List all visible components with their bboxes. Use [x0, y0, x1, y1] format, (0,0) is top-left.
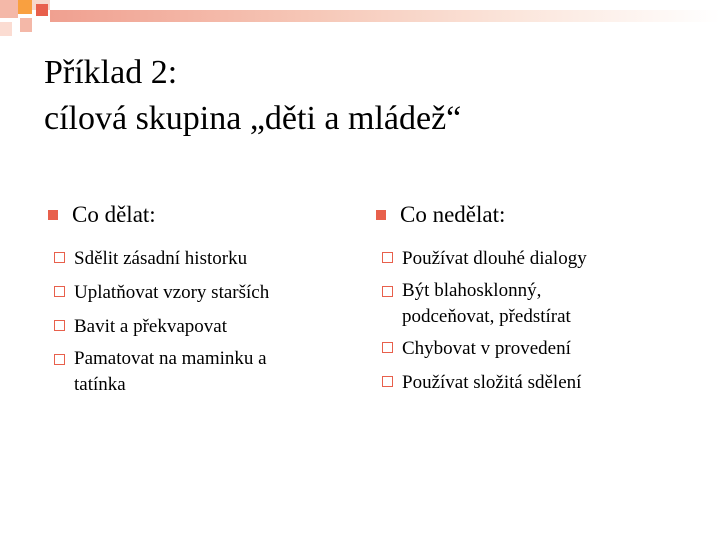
decor-square [0, 22, 12, 36]
list-item: Používat složitá sdělení [372, 366, 702, 400]
decor-square [20, 18, 32, 32]
title-line-1: Příklad 2: [44, 54, 178, 91]
list-item: Bavit a překvapovat [44, 310, 364, 344]
left-heading [44, 200, 364, 230]
checkbox-bullet-icon [382, 252, 393, 263]
checkbox-bullet-icon [54, 286, 65, 297]
left-list [44, 242, 364, 400]
right-heading-text: Co nedělat: [400, 202, 506, 227]
left-heading-text: Co dělat: [72, 202, 156, 227]
decor-square [18, 0, 32, 14]
checkbox-bullet-icon [382, 376, 393, 387]
square-bullet-icon [376, 210, 386, 220]
slide-title [44, 50, 684, 142]
list-item: Chybovat v provedení [372, 332, 702, 366]
list-item: Používat dlouhé dialogy [372, 242, 702, 276]
left-column [44, 200, 364, 400]
checkbox-bullet-icon [54, 320, 65, 331]
list-item: Být blahosklonný, podceňovat, předstírat [372, 276, 702, 332]
title-line-2: cílová skupina „děti a mládež“ [44, 100, 462, 137]
list-item: Uplatňovat vzory starších [44, 276, 364, 310]
decor-square [36, 4, 48, 16]
list-item: Sdělit zásadní historku [44, 242, 364, 276]
checkbox-bullet-icon [54, 252, 65, 263]
checkbox-bullet-icon [54, 354, 65, 365]
checkbox-bullet-icon [382, 342, 393, 353]
square-bullet-icon [48, 210, 58, 220]
decorative-header [0, 0, 720, 40]
right-column [372, 200, 702, 400]
checkbox-bullet-icon [382, 286, 393, 297]
list-item: Pamatovat na maminku a tatínka [44, 344, 364, 400]
decor-gradient-bar [50, 10, 720, 22]
decor-square [0, 0, 18, 18]
right-list [372, 242, 702, 400]
right-heading [372, 200, 702, 230]
